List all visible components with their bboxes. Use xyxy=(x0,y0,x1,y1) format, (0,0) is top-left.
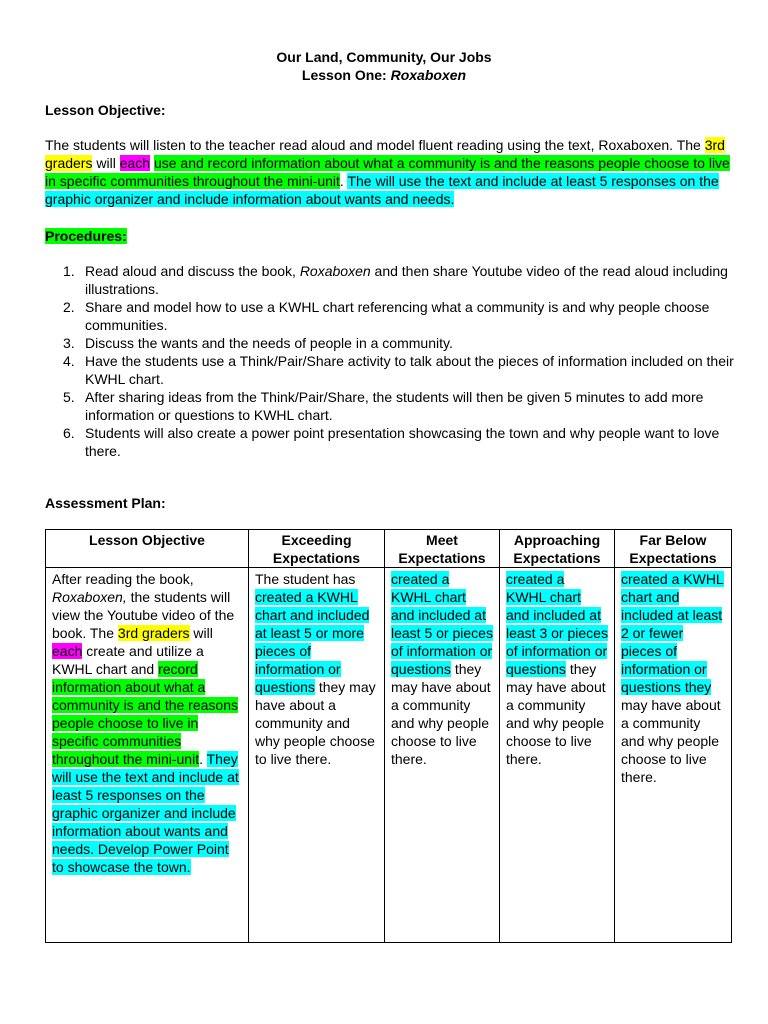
list-item-text: Discuss the wants and the needs of people in a community. xyxy=(85,335,453,351)
list-item xyxy=(45,262,735,298)
book-title: Roxaboxen, xyxy=(52,589,127,605)
procedures-heading xyxy=(45,227,127,245)
objective-paragraph xyxy=(45,136,735,208)
highlight-each: each xyxy=(52,643,83,659)
column-header-label: Exceeding xyxy=(281,532,352,548)
objective-text: The students will listen to the teacher read aloud and model fluent reading using the text, Roxaboxen. The xyxy=(45,137,705,153)
list-item xyxy=(45,334,735,352)
list-item xyxy=(45,424,735,460)
highlight-responses: They will use the text and include at least 5 responses on the graphic organizer and include information about wants and needs. Develop Power Point to showcase the town. xyxy=(52,751,239,875)
cell-text: the students will view the Youtube video of the book. The xyxy=(52,589,235,641)
list-item-number: 5. xyxy=(63,389,75,405)
cell-text: may have about a community and why people choose to live there. xyxy=(621,697,721,785)
list-item-text: Students will also create a power point presentation showcasing the town and why people want to love there. xyxy=(85,425,720,459)
list-item xyxy=(45,352,735,388)
cell-text: After reading the book, xyxy=(52,571,194,587)
column-header-label: Expectations xyxy=(272,550,361,566)
lesson-title-prefix: Lesson One: xyxy=(301,67,391,83)
procedures-heading-text: Procedures: xyxy=(45,228,127,244)
list-item-number: 1. xyxy=(63,263,75,279)
column-header-exceeding xyxy=(249,530,385,568)
cell-approaching xyxy=(500,568,615,943)
cell-text: they may have about a community and why people choose to live there. xyxy=(255,679,376,767)
highlight-record-info: use and record information about what a community is and the reasons people choose to live in specific communities throughout the mini-unit xyxy=(45,155,730,189)
list-item-number: 2. xyxy=(63,299,75,315)
cell-text: they may have about a community and why people choose to live there. xyxy=(506,661,606,767)
column-header-label: Meet xyxy=(426,532,458,548)
cell-text: will xyxy=(189,625,213,641)
table-header-row xyxy=(46,530,732,568)
table-row xyxy=(46,568,732,943)
list-item-text: and then share Youtube video of the read aloud including illustrations. xyxy=(85,263,728,297)
objective-text: . xyxy=(339,173,348,189)
document-title: Our Land, Community, Our Jobs xyxy=(276,49,492,65)
list-item-text: Share and model how to use a KWHL chart referencing what a community is and why people choose communities. xyxy=(85,299,710,333)
list-item-text: Have the students use a Think/Pair/Share activity to talk about the pieces of information included on their KWHL chart. xyxy=(85,353,734,387)
list-item-number: 3. xyxy=(63,335,75,351)
objective-heading: Lesson Objective: xyxy=(45,102,166,118)
highlight-record-info: record information about what a community is and the reasons people choose to live in specific communities throughout the mini-unit xyxy=(52,661,238,767)
lesson-title xyxy=(0,66,768,84)
highlight-grade: 3rd graders xyxy=(117,625,190,641)
column-header-meet xyxy=(385,530,500,568)
list-item-text: After sharing ideas from the Think/Pair/Share, the students will then be given 5 minutes to add more information or questions to KWHL chart. xyxy=(85,389,704,423)
column-header-label: Approaching xyxy=(513,532,601,548)
highlight-criteria: created a KWHL chart and included at least 2 or fewer pieces of information or questions they xyxy=(621,571,724,695)
column-header-label: Expectations xyxy=(398,550,486,566)
column-header-label: Expectations xyxy=(513,550,601,566)
highlight-grade: 3rd graders xyxy=(45,137,725,171)
objective-text: will xyxy=(92,155,120,171)
cell-text: create and utilize a KWHL chart and xyxy=(52,643,204,677)
highlight-responses: The will use the text and include at least 5 responses on the graphic organizer and include information about wants and needs. xyxy=(45,173,719,207)
cell-text: they may have about a community and why people choose to live there. xyxy=(391,661,491,767)
cell-exceeding xyxy=(249,568,385,943)
assessment-heading: Assessment Plan: xyxy=(45,495,166,511)
book-title: Roxaboxen xyxy=(299,263,371,279)
highlight-criteria: created a KWHL chart and included at least 5 or pieces of information or questions xyxy=(391,571,493,677)
lesson-title-book: Roxaboxen xyxy=(390,67,467,83)
cell-text: The student has xyxy=(255,571,356,587)
column-header-objective xyxy=(46,530,249,568)
column-header-label: Lesson Objective xyxy=(89,532,205,548)
column-header-far-below xyxy=(615,530,732,568)
cell-text: . xyxy=(199,751,207,767)
column-header-label: Expectations xyxy=(629,550,717,566)
list-item xyxy=(45,388,735,424)
highlight-criteria: created a KWHL chart and included at least 5 or more pieces of information or questions xyxy=(255,589,370,695)
assessment-table xyxy=(45,529,732,943)
highlight-criteria: created a KWHL chart and included at least 3 or pieces of information or questions xyxy=(506,571,608,677)
cell-meet xyxy=(385,568,500,943)
list-item-number: 4. xyxy=(63,353,75,369)
procedures-list xyxy=(45,262,735,460)
column-header-approaching xyxy=(500,530,615,568)
cell-far-below xyxy=(615,568,732,943)
cell-lesson-objective xyxy=(46,568,249,943)
list-item xyxy=(45,298,735,334)
highlight-each: each xyxy=(119,155,151,171)
list-item-number: 6. xyxy=(63,425,75,441)
list-item-text: Read aloud and discuss the book, xyxy=(85,263,300,279)
column-header-label: Far Below xyxy=(639,532,707,548)
